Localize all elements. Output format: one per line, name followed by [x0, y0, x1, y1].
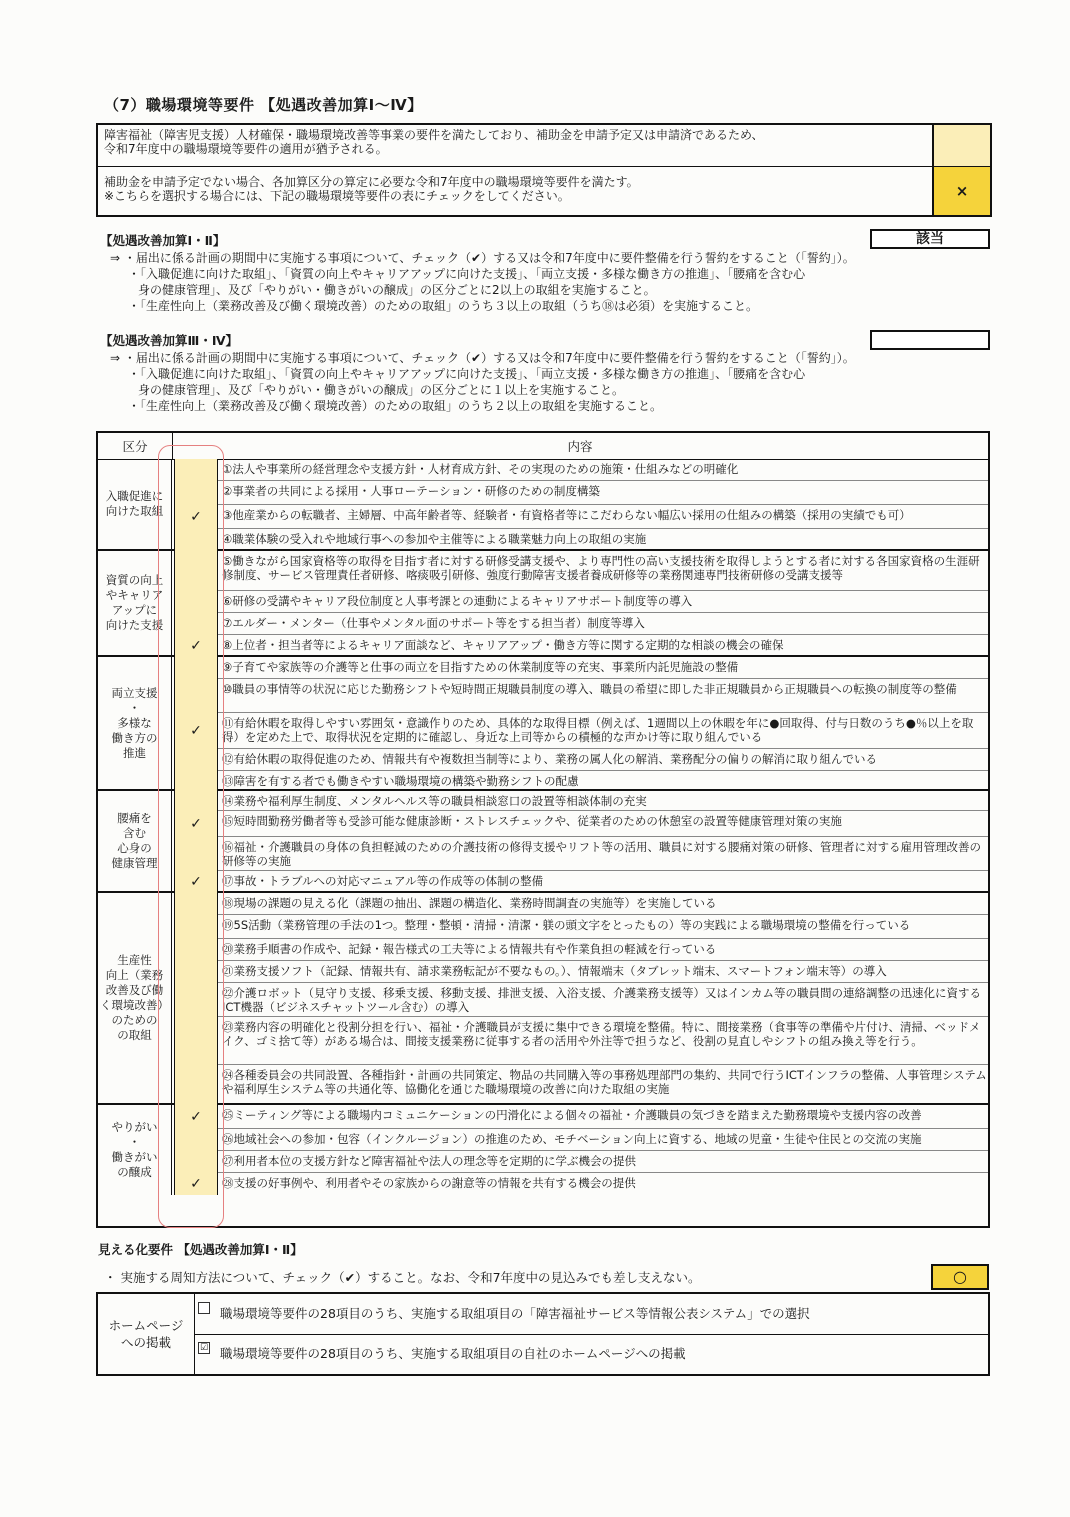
- item-text: ②事業者の共同による採用・人事ローテーション・研修のための制度構築: [222, 484, 600, 498]
- item-text: ⑪有給休暇を取得しやすい雰囲気・意識作りのため、具体的な取得目標（例えば、1週間以上の休暇を年に●回取得、付与日数のうち●％以上を取得）を定めた上で、取得状況を定期的に確認し、身近な上司等からの積極的な声かけ等に取り組んでいる: [222, 716, 974, 744]
- row-divider: [218, 1150, 988, 1151]
- item-text: ⑯福祉・介護職員の身体の負担軽減のための介護技術の修得支援やリフト等の活用、職員に対する腰痛対策の研修、管理者に対する雇用管理改善の研修等の実施: [222, 840, 981, 868]
- category-cell: 腰痛を 含む 心身の 健康管理: [98, 791, 172, 893]
- section12-line3: 身の健康管理」、及び「やりがい・働きがいの醸成」の区分ごとに2以上の取組を実施すること。: [138, 283, 656, 297]
- row-divider: [218, 810, 988, 811]
- section34-line2: ・「入職促進に向けた取組」、「資質の向上やキャリアアップに向けた支援」、「両立支援・多様な働き方の推進」、「腰痛を含む心: [128, 367, 806, 381]
- item-text: ⑭業務や福利厚生制度、メンタルヘルス等の職員相談窓口の設置等相談体制の充実: [222, 794, 647, 808]
- option2-mark-box[interactable]: ×: [932, 167, 990, 215]
- section34-heading: 【処遇改善加算Ⅲ・Ⅳ】: [100, 333, 239, 348]
- category-cell: やりがい ・ 働きがい の醸成: [98, 1105, 172, 1195]
- page-title: （7）職場環境等要件 【処遇改善加算Ⅰ～Ⅳ】: [104, 96, 423, 114]
- header-content: 内容: [567, 438, 593, 454]
- option2-line1: 補助金を申請予定でない場合、各加算区分の算定に必要な令和7年度中の職場環境等要件を満たす。: [104, 175, 639, 189]
- row-divider: [218, 528, 988, 529]
- row-divider: [218, 982, 988, 983]
- row-divider: [218, 590, 988, 591]
- check-cell[interactable]: ✓: [174, 811, 218, 837]
- section34-line1: ⇒ ・届出に係る計画の期間中に実施する事項について、チェック（✔）する又は令和7年度中に要件整備を行う誓約をすること（「誓約」）。: [110, 351, 855, 365]
- category-cell: 入職促進に 向けた取組: [98, 459, 172, 551]
- option1-mark-box[interactable]: [932, 125, 990, 167]
- row-divider: [218, 634, 988, 635]
- item-text: ⑤働きながら国家資格等の取得を目指す者に対する研修受講支援や、より専門性の高い支援技術を取得しようとする者に対する各国家資格の生涯研修制度、サービス管理責任者研修、喀痰吸引研修、強度行動障害支援者養成研修等の業務関連専門技術研修の受講支援等: [222, 554, 980, 582]
- row-divider: [218, 870, 988, 871]
- row-divider: [218, 1064, 988, 1065]
- requirements-table: [96, 431, 990, 1228]
- homepage-option1-text: 職場環境等要件の28項目のうち、実施する取組項目の「障害福祉サービス等情報公表システム」での選択: [220, 1306, 810, 1321]
- group-divider: [98, 655, 988, 657]
- section34-status[interactable]: [870, 330, 990, 350]
- check-cell[interactable]: ✓: [174, 1105, 218, 1129]
- check-cell[interactable]: ✓: [174, 505, 218, 529]
- category-cell: 生産性 向上（業務 改善及び働 く環境改善） のための の取組: [98, 893, 172, 1105]
- homepage-table: [96, 1292, 990, 1376]
- option2-line2: ※こちらを選択する場合には、下記の職場環境等要件の表にチェックをしてください。: [104, 189, 570, 204]
- row-divider: [218, 712, 988, 713]
- item-text: ⑨子育てや家族等の介護等と仕事の両立を目指すための休業制度等の充実、事業所内託児施設の整備: [222, 660, 739, 674]
- option2-text: [98, 167, 932, 215]
- item-text: ㉘支援の好事例や、利用者やその家族からの謝意等の情報を共有する機会の提供: [222, 1176, 636, 1190]
- homepage-label: ホームページ への掲載: [98, 1294, 195, 1374]
- row-divider: [218, 914, 988, 915]
- option1-line2: 令和7年度中の職場環境等要件の適用が猶予される。: [104, 142, 388, 157]
- row-divider: [218, 836, 988, 837]
- row-divider: [218, 960, 988, 961]
- row-divider: [218, 1016, 988, 1017]
- section12-line4: ・「生産性向上（業務改善及び働く環境改善）のための取組」のうち３以上の取組（うち⑱は必須）を実施すること。: [128, 299, 759, 313]
- category-cell: 資質の向上 やキャリア アップに 向けた支援: [98, 551, 172, 657]
- item-text: ㉑業務支援ソフト（記録、情報共有、請求業務転記が不要なもの。）、情報端末（タブレット端末、スマートフォン端末等）の導入: [222, 964, 887, 978]
- item-text: ㉖地域社会への参加・包容（インクルージョン）の推進のため、モチベーション向上に資する、地域の児童・生徒や住民との交流の実施: [222, 1132, 922, 1146]
- item-text: ⑬障害を有する者でも働きやすい職場環境の構築や勤務シフトの配慮: [222, 774, 579, 788]
- item-text: ㉗利用者本位の支援方針など障害福祉や法人の理念等を定期的に学ぶ機会の提供: [222, 1154, 636, 1168]
- section12-heading: 【処遇改善加算Ⅰ・Ⅱ】: [100, 233, 226, 248]
- item-text: ㉓業務内容の明確化と役割分担を行い、福祉・介護職員が支援に集中できる環境を整備。特に、間接業務（食事等の準備や片付け、清掃、ベッドメイク、ゴミ捨て等）がある場合は、間接支援業務に従事する者の活用や外注等で担うなど、役割の見直しやシフトの組み換え等を行う。: [222, 1020, 981, 1048]
- item-text: ㉔各種委員会の共同設置、各種指針・計画の共同策定、物品の共同購入等の事務処理部門の集約、共同で行うICTインフラの整備、人事管理システムや福利厚生システム等の共通化等、協働化を通じた職場環境の改善に向けた取組の実施: [222, 1068, 987, 1096]
- row-divider: [218, 748, 988, 749]
- row-divider: [218, 504, 988, 505]
- item-text: ⑳業務手順書の作成や、記録・報告様式の工夫等による情報共有や作業負担の軽減を行っている: [222, 942, 717, 956]
- check-cell[interactable]: ✓: [174, 1173, 218, 1195]
- category-cell: 両立支援 ・ 多様な 働き方の 推進: [98, 657, 172, 791]
- item-text: ⑩職員の事情等の状況に応じた勤務シフトや短時間正規職員制度の導入、職員の希望に即した非正規職員から正規職員への転換の制度等の整備: [222, 682, 957, 696]
- section34-line3: 身の健康管理」、及び「やりがい・働きがいの醸成」の区分ごとに１以上を実施すること。: [138, 383, 625, 397]
- table-header: [98, 433, 988, 460]
- highlight-frame: [158, 445, 224, 1228]
- visibility-heading: 見える化要件 【処遇改善加算Ⅰ・Ⅱ】: [98, 1242, 303, 1257]
- section12-line1: ⇒ ・届出に係る計画の期間中に実施する事項について、チェック（✔）する又は令和7年度中に要件整備を行う誓約をすること（「誓約」）。: [110, 251, 855, 265]
- row-divider: [218, 612, 988, 613]
- row-divider: [218, 1128, 988, 1129]
- option1-text: [98, 125, 932, 167]
- group-divider: [98, 1103, 988, 1105]
- subsidy-option-box: [96, 123, 992, 217]
- section34-line4: ・「生産性向上（業務改善及び働く環境改善）のための取組」のうち２以上の取組を実施すること。: [128, 399, 663, 413]
- row-divider: [218, 770, 988, 771]
- option2-checkbox[interactable]: ☑: [199, 1343, 209, 1353]
- item-text: ㉕ミーティング等による職場内コミュニケーションの円滑化による個々の福祉・介護職員の気づきを踏まえた勤務環境や支援内容の改善: [222, 1108, 922, 1122]
- item-text: ①法人や事業所の経営理念や支援方針・人材育成方針、その実現のための施策・仕組みなどの明確化: [222, 462, 739, 476]
- row-divider: [218, 938, 988, 939]
- item-text: ⑲5S活動（業務管理の手法の1つ。整理・整頓・清掃・清潔・躾の頭文字をとったもの）等の実践による職場環境の整備を行っている: [222, 918, 911, 932]
- item-text: ⑦エルダー・メンター（仕事やメンタル面のサポート等をする担当者）制度等導入: [222, 616, 645, 630]
- item-text: ㉒介護ロボット（見守り支援、移乗支援、移動支援、排泄支援、入浴支援、介護業務支援等）又はインカム等の職員間の連絡調整の迅速化に資するICT機器（ビジネスチャットツール含む）の導入: [222, 986, 981, 1014]
- row-divider: [218, 480, 988, 481]
- item-text: ③他産業からの転職者、主婦層、中高年齢者等、経験者・有資格者等にこだわらない幅広い採用の仕組みの構築（採用の実績でも可）: [222, 508, 911, 522]
- row-divider: [218, 1172, 988, 1173]
- group-divider: [98, 891, 988, 893]
- item-text: ⑰事故・トラブルへの対応マニュアル等の作成等の体制の整備: [222, 874, 544, 888]
- check-cell[interactable]: ✓: [174, 635, 218, 657]
- check-cell[interactable]: ✓: [174, 871, 218, 893]
- section12-line2: ・「入職促進に向けた取組」、「資質の向上やキャリアアップに向けた支援」、「両立支援・多様な働き方の推進」、「腰痛を含む心: [128, 267, 806, 281]
- visibility-note: ・ 実施する周知方法について、チェック（✔）すること。なお、令和7年度中の見込みでも差し支えない。: [104, 1270, 701, 1285]
- option1-line1: 障害福祉（障害児支援）人材確保・職場環境改善等事業の要件を満たしており、補助金を申請予定又は申請済であるため、: [104, 128, 764, 142]
- homepage-option1-row: [194, 1294, 988, 1335]
- item-text: ⑮短時間勤務労働者等も受診可能な健康診断・ストレスチェックや、従業者のための休憩室の設置等健康管理対策の実施: [222, 814, 842, 828]
- visibility-mark-box[interactable]: ○: [931, 1264, 989, 1290]
- option1-checkbox[interactable]: [198, 1302, 210, 1314]
- item-text: ⑫有給休暇の取得促進のため、情報共有や複数担当制等により、業務の属人化の解消、業務配分の偏りの解消に取り組んでいる: [222, 752, 878, 766]
- section12-status[interactable]: 該当: [870, 229, 990, 249]
- row-divider: [218, 678, 988, 679]
- homepage-option2-text: 職場環境等要件の28項目のうち、実施する取組項目の自社のホームページへの掲載: [220, 1346, 686, 1361]
- group-divider: [98, 789, 988, 791]
- homepage-option2-row: [194, 1334, 988, 1374]
- check-cell[interactable]: ✓: [174, 713, 218, 749]
- item-text: ⑧上位者・担当者等によるキャリア面談など、キャリアアップ・働き方等に関する定期的な相談の機会の確保: [222, 638, 784, 652]
- header-category: 区分: [98, 433, 173, 459]
- item-text: ⑱現場の課題の見える化（課題の抽出、課題の構造化、業務時間調査の実施等）を実施している: [222, 896, 717, 910]
- item-text: ④職業体験の受入れや地域行事への参加や主催等による職業魅力向上の取組の実施: [222, 532, 647, 546]
- group-divider: [98, 549, 988, 551]
- item-text: ⑥研修の受講やキャリア段位制度と人事考課との連動によるキャリアサポート制度等の導入: [222, 594, 693, 608]
